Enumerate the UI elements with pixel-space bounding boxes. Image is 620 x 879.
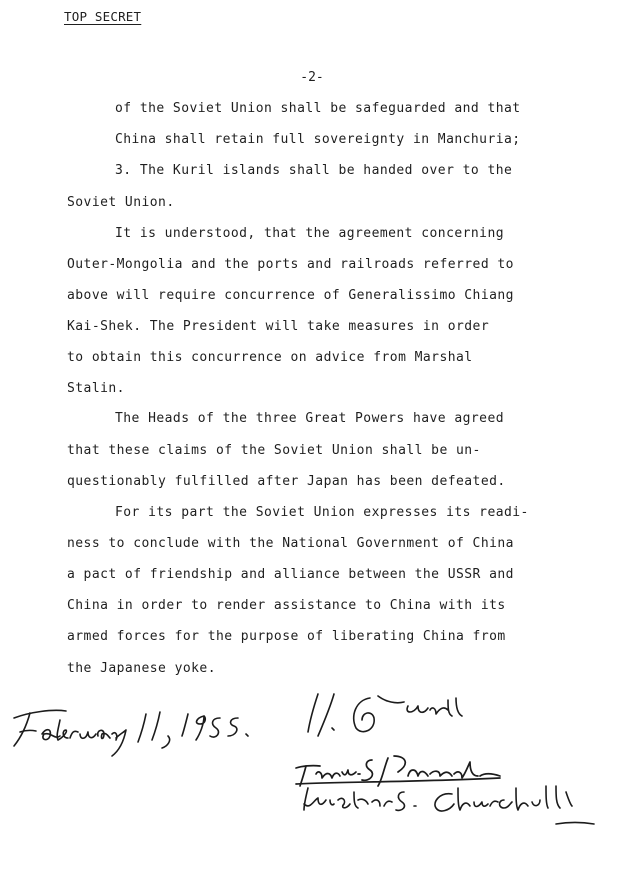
body-line: above will require concurrence of Generalissimo Chiang: [67, 288, 514, 303]
body-line: Kai-Shek. The President will take measures in order: [67, 319, 490, 334]
body-line: It is understood, that the agreement concerning: [115, 226, 505, 241]
roosevelt-signature: [296, 756, 500, 786]
page-number: -2-: [300, 70, 324, 85]
churchill-signature: [304, 786, 594, 824]
body-line: Soviet Union.: [67, 195, 175, 210]
date-handwritten: [14, 710, 248, 756]
body-line: of the Soviet Union shall be safeguarded and that: [115, 101, 521, 116]
classification-marking: TOP SECRET: [64, 9, 142, 24]
body-line: Stalin.: [67, 381, 125, 396]
body-line: a pact of friendship and alliance between the USSR and: [67, 567, 514, 582]
body-line: The Heads of the three Great Powers have agreed: [115, 411, 505, 426]
stalin-signature: [308, 694, 462, 736]
body-line: armed forces for the purpose of liberating China from: [67, 629, 506, 644]
body-line: to obtain this concurrence on advice from Marshal: [67, 350, 473, 365]
body-line: the Japanese yoke.: [67, 661, 216, 676]
body-line: ness to conclude with the National Government of China: [67, 536, 514, 551]
body-line: China in order to render assistance to China with its: [67, 598, 506, 613]
body-line: questionably fulfilled after Japan has been defeated.: [67, 474, 506, 489]
body-line: China shall retain full sovereignty in Manchuria;: [115, 132, 521, 147]
body-line: that these claims of the Soviet Union shall be un-: [67, 443, 481, 458]
signature-block: [0, 676, 620, 879]
body-line: 3. The Kuril islands shall be handed over to the: [115, 163, 513, 178]
body-line: Outer-Mongolia and the ports and railroads referred to: [67, 257, 514, 272]
body-line: For its part the Soviet Union expresses its readi-: [115, 505, 529, 520]
